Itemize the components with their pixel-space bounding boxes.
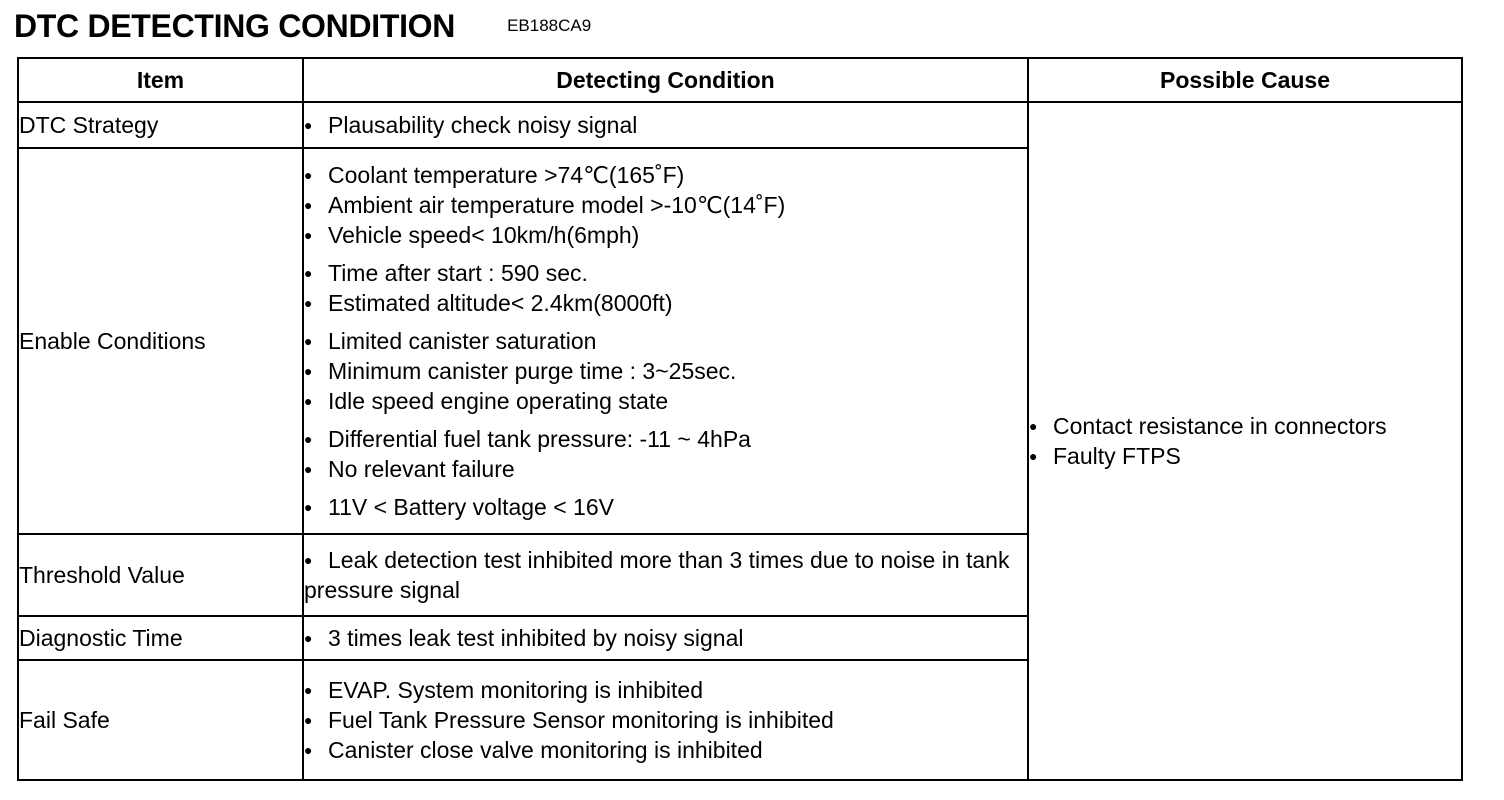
header-item: Item (18, 58, 303, 102)
item-diagnostic-time: Diagnostic Time (18, 616, 303, 660)
condition-bullet: ● Estimated altitude< 2.4km(8000ft) (304, 288, 1027, 318)
item-fail-safe: Fail Safe (18, 660, 303, 780)
condition-diagnostic-time (303, 616, 1028, 660)
condition-bullet: ● 11V < Battery voltage < 16V (304, 492, 1027, 522)
condition-bullet: ● Fuel Tank Pressure Sensor monitoring is inhibited (304, 705, 1027, 735)
condition-bullet: ● Ambient air temperature model >-10℃(14˚F) (304, 190, 1027, 220)
condition-bullet: ● Idle speed engine operating state (304, 386, 1027, 416)
document-code: EB188CA9 (507, 16, 592, 35)
condition-bullet: ● Plausability check noisy signal (304, 110, 1027, 140)
cause-bullet: ● Contact resistance in connectors (1029, 411, 1461, 441)
item-enable-conditions: Enable Conditions (18, 148, 303, 534)
item-threshold-value: Threshold Value (18, 534, 303, 616)
condition-bullet: ● Time after start : 590 sec. (304, 258, 1027, 288)
dtc-condition-table (17, 57, 1463, 781)
condition-bullet: ● Limited canister saturation (304, 326, 1027, 356)
condition-bullet: ● No relevant failure (304, 454, 1027, 484)
item-dtc-strategy: DTC Strategy (18, 102, 303, 148)
condition-bullet: ● 3 times leak test inhibited by noisy signal (304, 623, 1027, 653)
condition-bullet: ● Differential fuel tank pressure: -11 ~ 4hPa (304, 424, 1027, 454)
condition-bullet: ● Coolant temperature >74℃(165˚F) (304, 160, 1027, 190)
header-possible-cause: Possible Cause (1028, 58, 1462, 102)
table-header-row (18, 58, 1462, 102)
condition-bullet: ● Vehicle speed< 10km/h(6mph) (304, 220, 1027, 250)
condition-fail-safe (303, 660, 1028, 780)
condition-threshold-value (303, 534, 1028, 616)
condition-bullet: ● Leak detection test inhibited more than 3 times due to noise in tank pressure signal (304, 545, 1027, 605)
header-detecting-condition: Detecting Condition (303, 58, 1028, 102)
condition-bullet: ● Minimum canister purge time : 3~25sec. (304, 356, 1027, 386)
condition-bullet: ● EVAP. System monitoring is inhibited (304, 675, 1027, 705)
cause-bullet: ● Faulty FTPS (1029, 441, 1461, 471)
condition-bullet: ● Canister close valve monitoring is inhibited (304, 735, 1027, 765)
page-heading (14, 6, 591, 46)
page-title: DTC DETECTING CONDITION (14, 7, 456, 44)
condition-dtc-strategy (303, 102, 1028, 148)
possible-cause-cell (1028, 102, 1462, 780)
row-dtc-strategy (18, 102, 1462, 148)
condition-enable-conditions (303, 148, 1028, 534)
